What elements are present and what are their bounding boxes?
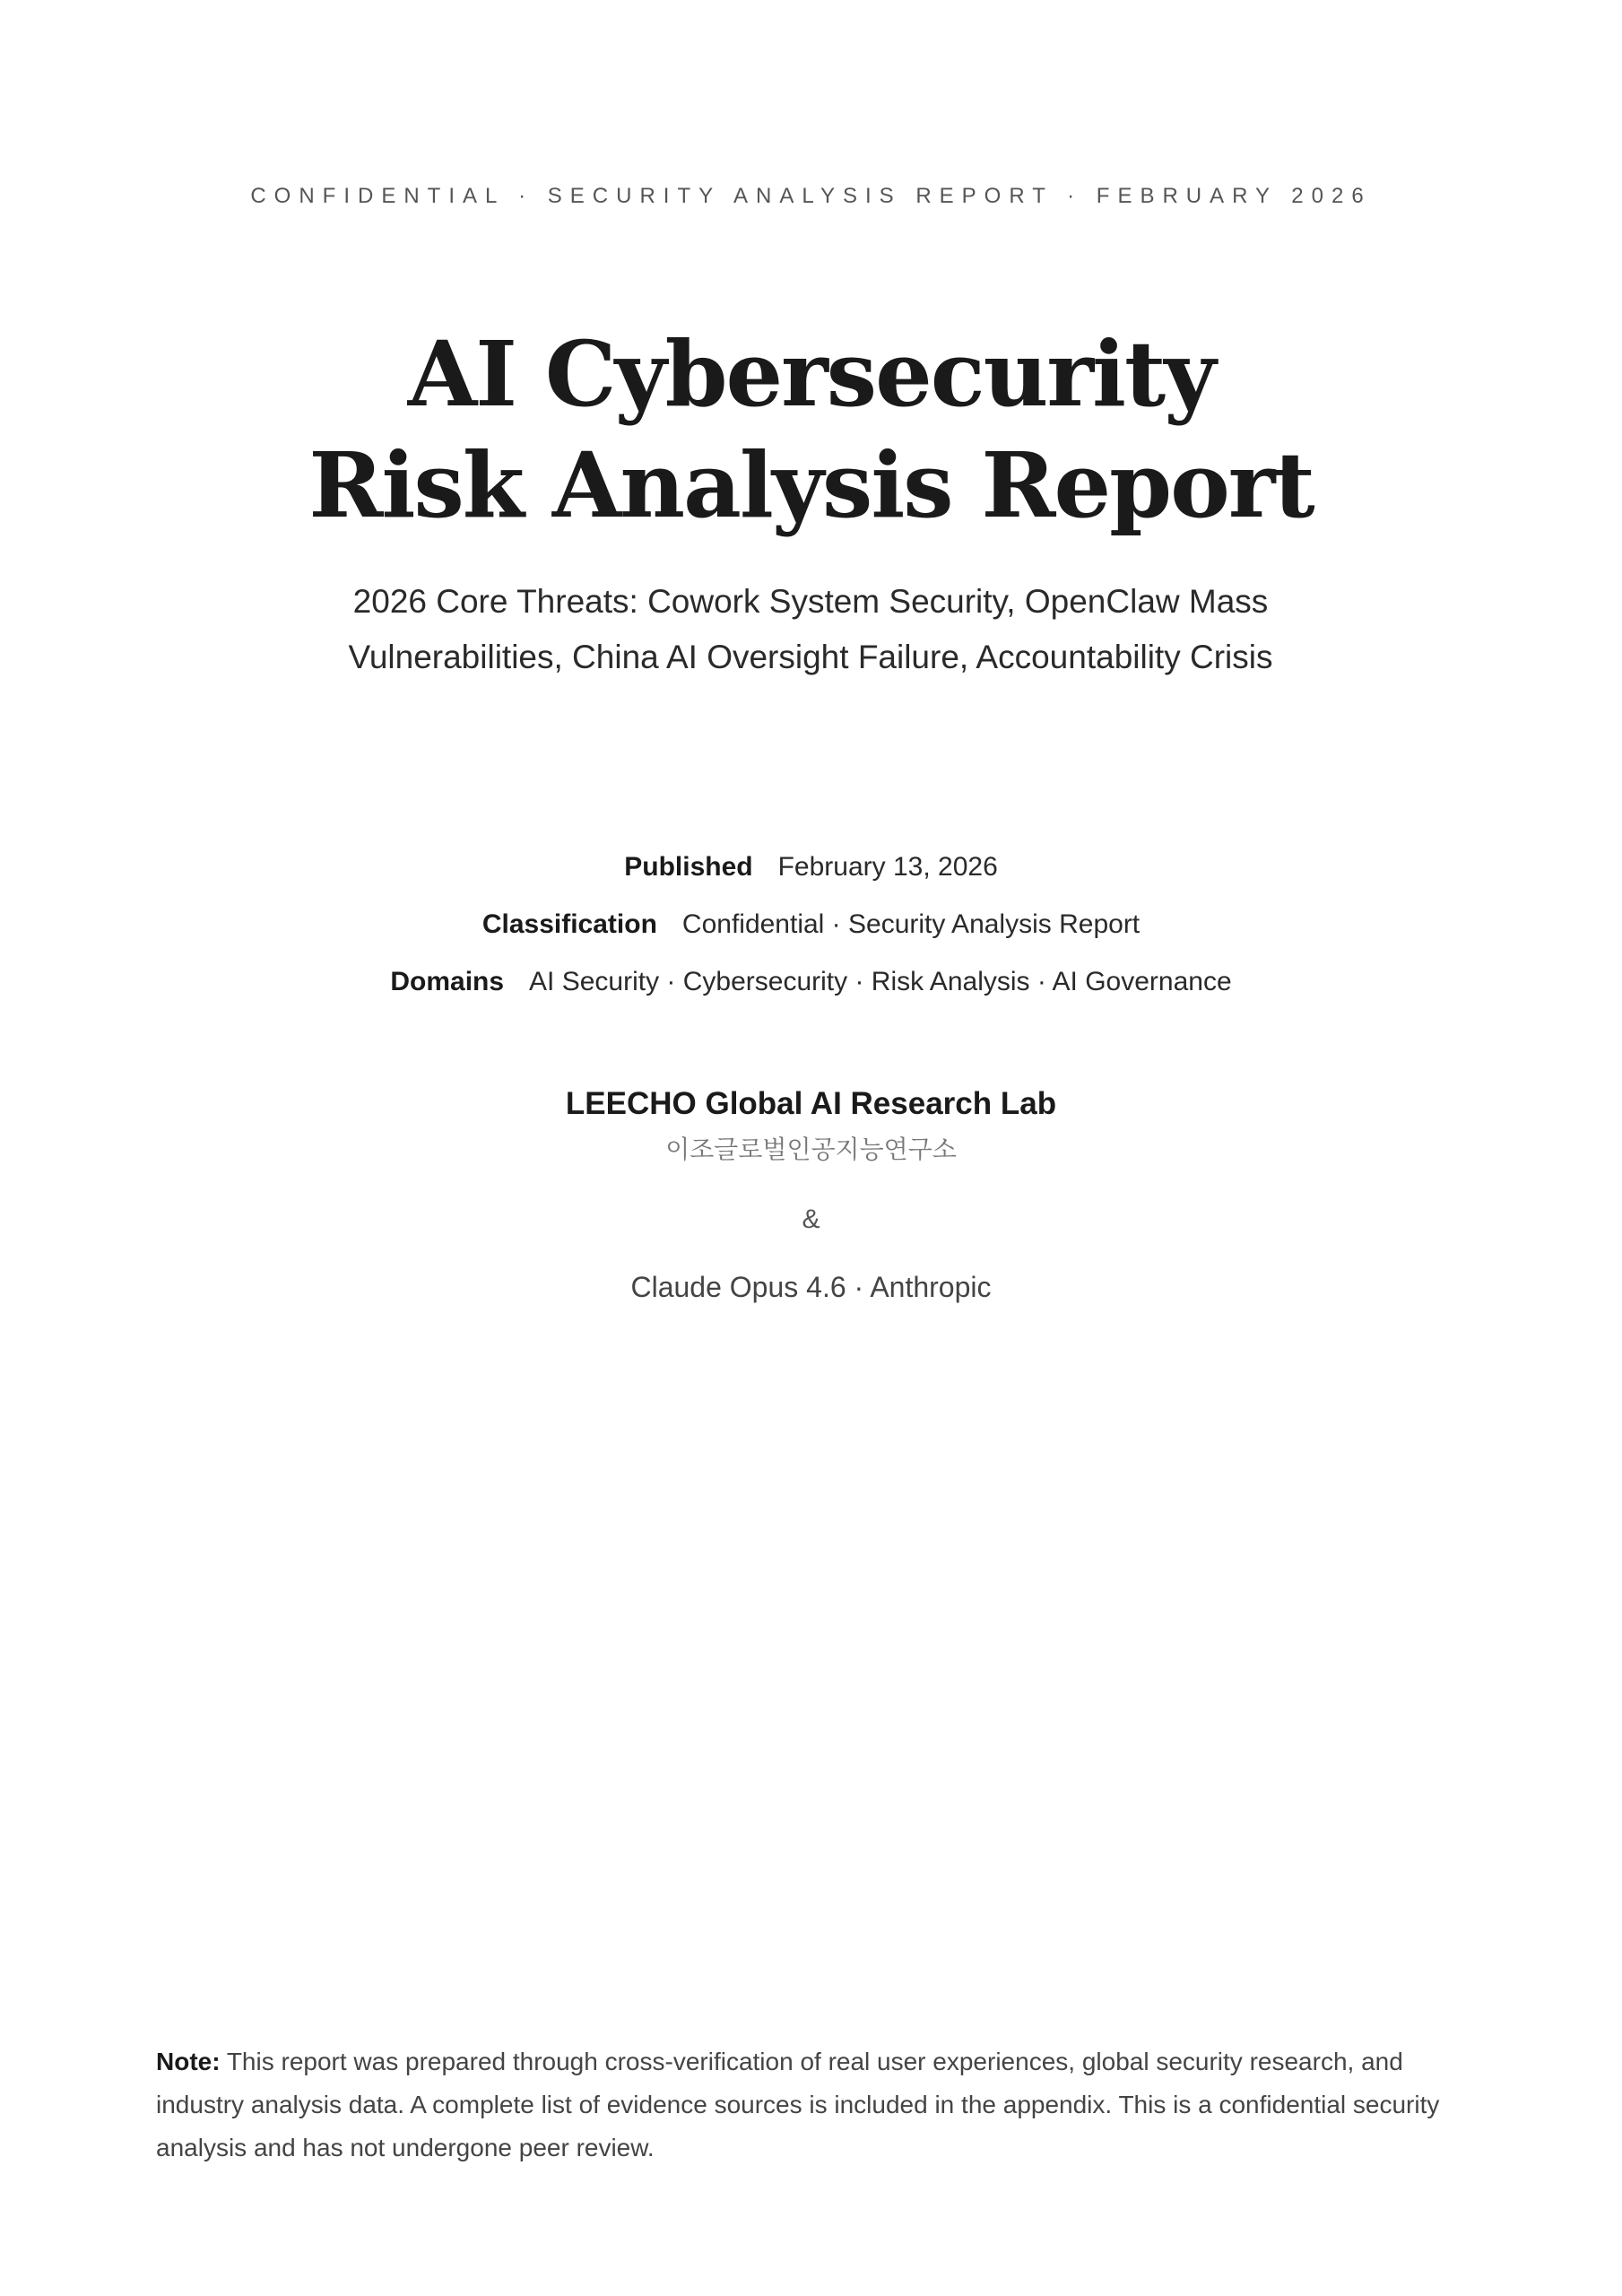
ampersand: & (802, 1205, 820, 1234)
classification-label: Classification (481, 909, 657, 939)
disclaimer-note (156, 2040, 1492, 2170)
organization-name: LEECHO Global AI Research Lab (565, 1086, 1057, 1121)
report-subtitle-line-2: Vulnerabilities, China AI Oversight Failure, Accountability Crisis (348, 639, 1273, 675)
coauthor: Claude Opus 4.6 · Anthropic (630, 1271, 992, 1303)
report-title-line-2: Risk Analysis Report (308, 432, 1314, 538)
report-title (0, 318, 1622, 541)
authors-block (0, 1079, 1622, 1310)
note-text: This report was prepared through cross-verification of real user experiences, global security research, and industry analysis data. A complete list of evidence sources is included in the appendix. This is a confidential security analysis and has not undergone peer review. (156, 2048, 1440, 2161)
domains-value: AI Security · Cybersecurity · Risk Analysis · AI Governance (529, 967, 1232, 996)
report-subtitle-line-1: 2026 Core Threats: Cowork System Security, OpenClaw Mass (352, 583, 1269, 620)
report-metadata (0, 839, 1622, 1011)
meta-row-classification (0, 896, 1622, 953)
domains-label: Domains (390, 967, 505, 996)
published-value: February 13, 2026 (777, 852, 998, 882)
published-label: Published (624, 852, 753, 882)
confidential-header: CONFIDENTIAL · SECURITY ANALYSIS REPORT · FEBRUARY 2026 (250, 184, 1372, 208)
note-label: Note: (156, 2048, 221, 2075)
meta-row-domains (0, 953, 1622, 1011)
meta-row-published (0, 839, 1622, 896)
organization-name-korean: 이조글로벌인공지능연구소 (665, 1135, 957, 1164)
report-subtitle (273, 574, 1349, 685)
classification-value: Confidential · Security Analysis Report (681, 909, 1141, 939)
report-title-line-1: AI Cybersecurity (407, 321, 1215, 427)
